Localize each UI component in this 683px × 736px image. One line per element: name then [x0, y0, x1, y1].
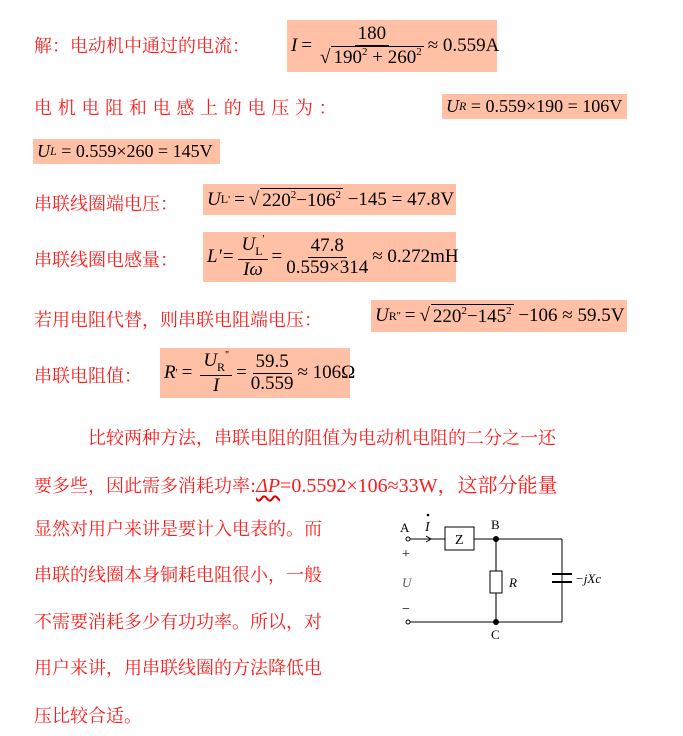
var: R: [164, 362, 176, 383]
node-b: [493, 536, 499, 542]
numerator: 180: [355, 24, 390, 46]
sub: L: [50, 144, 57, 158]
paragraph-line: [34, 469, 557, 498]
label-current: I: [425, 520, 430, 535]
formula-ur: [442, 94, 627, 119]
label-r: R: [509, 575, 517, 590]
text-resistor-voltage: 若用电阻代替，则串联电阻端电压：: [34, 310, 322, 331]
op: =: [181, 362, 193, 383]
delta-p: [256, 475, 280, 497]
result: ≈ 106Ω: [297, 362, 356, 383]
label-z: Z: [455, 533, 464, 548]
formula-inductance: [203, 232, 459, 282]
t: '': [225, 349, 230, 362]
t: 220: [432, 306, 462, 327]
var: L'=: [207, 246, 235, 267]
fraction: [251, 352, 294, 395]
sub: L: [220, 192, 229, 206]
op: =: [301, 35, 313, 56]
op: =: [234, 188, 245, 210]
label-voltage: U: [402, 575, 412, 590]
text-voltage-intro: 电 机 电 阻 和 电 感 上 的 电 压 为 ：: [34, 98, 337, 119]
result: ≈ 0.559A: [427, 35, 500, 56]
t: 145: [477, 306, 507, 327]
paragraph-line: 显然对用户来讲是要计入电表的。而: [34, 519, 322, 540]
op: =: [236, 362, 247, 383]
var: U: [446, 96, 459, 116]
text-current-intro: 解：电动机中通过的电流：: [34, 36, 250, 57]
t: ': [262, 233, 265, 246]
text-resistor-value: 串联电阻值：: [34, 366, 142, 387]
denominator: 0.559×314: [286, 256, 369, 278]
var: U: [375, 305, 389, 326]
paragraph-line: 比较两种方法，串联电阻的阻值为电动机电阻的二分之一还: [88, 428, 556, 449]
formula-resistor-value: [160, 348, 356, 398]
numerator: 59.5: [253, 352, 292, 374]
prime: ': [228, 193, 231, 206]
t: U: [203, 350, 218, 372]
fraction: [286, 236, 368, 279]
sub: R: [388, 308, 397, 323]
label-xc: −jXc: [575, 571, 602, 586]
op: =: [404, 305, 416, 326]
text-coil-inductance: 串联线圈电感量：: [34, 250, 178, 271]
sub: R: [459, 99, 467, 113]
label-b: B: [491, 517, 500, 532]
t: U: [241, 234, 256, 256]
result: −145 = 47.8V: [347, 188, 455, 210]
t: 106: [306, 189, 336, 211]
label-c: C: [491, 627, 500, 642]
formula-ul: [33, 139, 220, 164]
denominator: 0.559: [250, 372, 294, 394]
paragraph-line: 不需要消耗多少有功功率。所以，对: [34, 612, 322, 633]
terminal-a: [406, 537, 410, 541]
denominator: I: [213, 374, 220, 396]
result: = 0.559×260 = 145V: [61, 141, 213, 161]
prime: ': [175, 367, 178, 379]
t: 要多些，因此需多消耗功率:: [34, 476, 257, 497]
terminal-c: [406, 620, 410, 624]
t: R: [217, 360, 226, 375]
label-a: A: [400, 520, 410, 535]
t: 220: [262, 189, 291, 211]
result: ≈ 0.272mH: [372, 246, 459, 267]
var: U: [207, 188, 221, 210]
t: 260: [387, 46, 417, 68]
circuit-diagram: [380, 505, 620, 645]
t: 2: [461, 305, 467, 317]
paragraph-line: 用户来讲，用串联线圈的方法降低电: [34, 658, 322, 679]
t: L: [255, 244, 263, 259]
numerator: [238, 233, 267, 259]
t: −: [466, 306, 478, 327]
paragraph-line: 压比较合适。: [34, 706, 142, 727]
t: ΔP: [256, 475, 281, 497]
op: =: [271, 246, 283, 267]
t: =0.5592×106≈33W，这部分能量: [280, 475, 558, 497]
t: 2: [416, 45, 422, 58]
fraction: [200, 349, 232, 396]
denominator: √ $190^2 + 260^2$: [320, 45, 422, 68]
t: −: [296, 189, 307, 211]
node-c: [493, 619, 499, 625]
fraction: [238, 233, 267, 280]
resistor: [490, 571, 502, 593]
result: −106 ≈ 59.5V: [518, 305, 625, 326]
denominator: Iω: [243, 258, 263, 280]
t: 2: [335, 188, 341, 201]
formula-current: [287, 20, 500, 72]
t: 2: [506, 305, 512, 317]
text-coil-voltage: 串联线圈端电压：: [34, 194, 178, 215]
t: 190: [333, 46, 362, 68]
var: U: [37, 141, 50, 161]
numerator: 47.8: [308, 236, 347, 258]
fraction: [320, 24, 424, 69]
t: 2: [361, 45, 368, 58]
result: = 0.559×190 = 106V: [470, 96, 623, 116]
t: +: [372, 46, 383, 68]
paragraph-line: 串联的线圈本身铜耗电阻很小，一般: [34, 565, 322, 586]
prime: '': [396, 310, 401, 322]
label-plus: +: [402, 547, 410, 562]
formula-coil-voltage: U L ' = √ $220^2-106^2$ −145 = 47.8V: [203, 184, 456, 215]
var: I: [291, 35, 298, 56]
formula-resistor-voltage: U R '' = √ $220^2-145^2$ −106 ≈ 59.5V: [371, 300, 627, 332]
label-minus: −: [402, 602, 410, 617]
numerator: [200, 349, 232, 375]
t: 2: [290, 188, 297, 201]
